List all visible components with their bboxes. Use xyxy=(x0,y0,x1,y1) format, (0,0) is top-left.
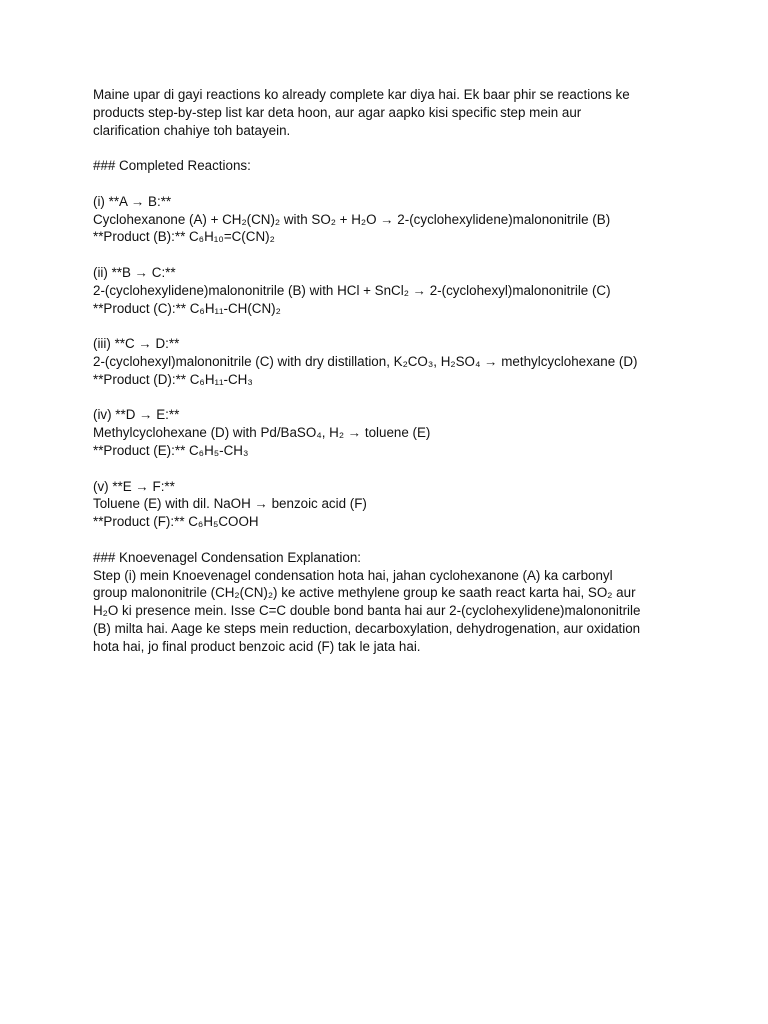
step-header: (iv) **D → E:** xyxy=(93,407,180,423)
explanation-line: group malononitrile (CH₂(CN)₂) ke active methylene group ke saath react karta hai, SO₂ aur xyxy=(93,585,636,601)
intro-paragraph xyxy=(93,86,693,139)
step-header: (ii) **B → C:** xyxy=(93,264,176,280)
step-product: **Product (F):** C₆H₅COOH xyxy=(93,514,259,530)
step-reaction: Cyclohexanone (A) + CH₂(CN)₂ with SO₂ + H₂O → 2-(cyclohexylidene)malononitrile (B) xyxy=(93,211,611,227)
step-reaction: Toluene (E) with dil. NaOH → benzoic acid (F) xyxy=(93,496,367,512)
reaction-step-5 xyxy=(93,478,693,531)
explanation-line: (B) milta hai. Aage ke steps mein reduction, decarboxylation, dehydrogenation, aur oxidation xyxy=(93,620,641,636)
step-product: **Product (C):** C₆H₁₁-CH(CN)₂ xyxy=(93,300,281,316)
step-product: **Product (D):** C₆H₁₁-CH₃ xyxy=(93,371,253,387)
intro-line: products step-by-step list kar deta hoon, aur agar aapko kisi specific step mein aur xyxy=(93,104,582,120)
step-product: **Product (B):** C₆H₁₀=C(CN)₂ xyxy=(93,229,275,245)
intro-line: Maine upar di gayi reactions ko already complete kar diya hai. Ek baar phir se reactions ke xyxy=(93,87,630,102)
step-reaction: 2-(cyclohexylidene)malononitrile (B) with HCl + SnCl₂ → 2-(cyclohexyl)malononitrile (C) xyxy=(93,282,611,298)
step-header: (iii) **C → D:** xyxy=(93,336,180,352)
reaction-step-4 xyxy=(93,406,693,459)
explanation-line: H₂O ki presence mein. Isse C=C double bond banta hai aur 2-(cyclohexylidene)malononitrile xyxy=(93,603,641,619)
document-page xyxy=(93,86,693,673)
step-product: **Product (E):** C₆H₅-CH₃ xyxy=(93,442,249,458)
completed-reactions-heading: ### Completed Reactions: xyxy=(93,158,251,174)
reaction-step-3 xyxy=(93,335,693,388)
step-header: (v) **E → F:** xyxy=(93,478,175,494)
explanation-line: Step (i) mein Knoevenagel condensation hota hai, jahan cyclohexanone (A) ka carbonyl xyxy=(93,567,613,583)
intro-line: clarification chahiye toh batayein. xyxy=(93,122,291,138)
step-header: (i) **A → B:** xyxy=(93,193,172,209)
explanation-section xyxy=(93,549,693,656)
explanation-heading: ### Knoevenagel Condensation Explanation: xyxy=(93,549,362,565)
completed-reactions-heading-block xyxy=(93,157,693,175)
reaction-step-2 xyxy=(93,264,693,317)
step-reaction: 2-(cyclohexyl)malononitrile (C) with dry distillation, K₂CO₃, H₂SO₄ → methylcyclohexane (D) xyxy=(93,353,638,369)
step-reaction: Methylcyclohexane (D) with Pd/BaSO₄, H₂ → toluene (E) xyxy=(93,425,431,441)
reaction-step-1 xyxy=(93,193,693,246)
explanation-line: hota hai, jo final product benzoic acid (F) tak le jata hai. xyxy=(93,638,421,654)
